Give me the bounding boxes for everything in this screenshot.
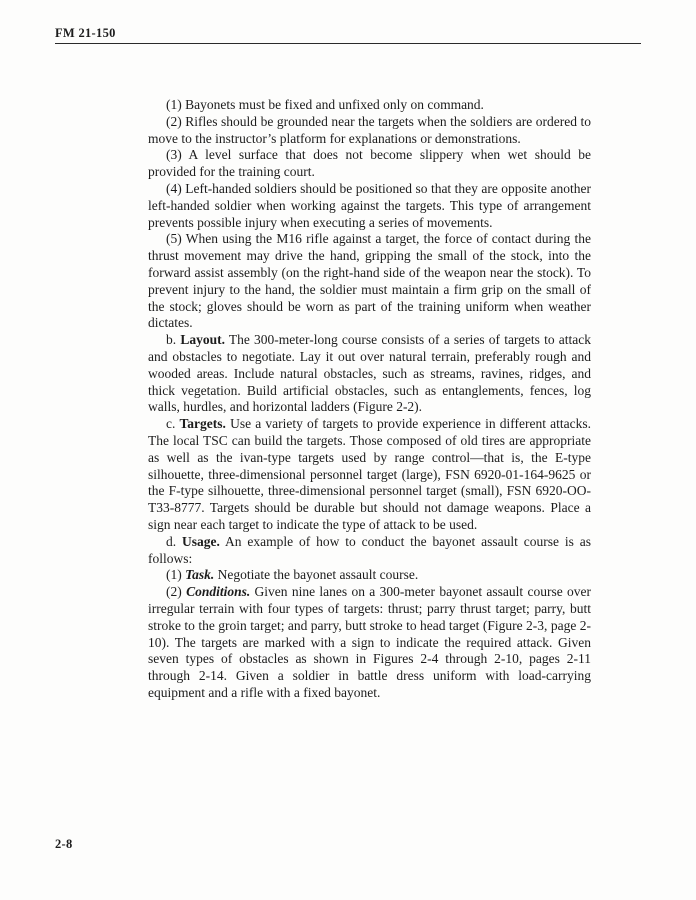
text-segment: The 300-meter-long course consists of a series of targets to attack and obstacles to negotiate. Lay it out over natural terrain, preferably rough and wooded areas. Include natural obstacles, such as streams, ravines, ridges, and thick vegetation. Build artificial obstacles, such as entanglements, fences, log walls, hurdles, and horizontal ladders (Figure 2-2). [148, 332, 592, 415]
text-segment: Given nine lanes on a 300-meter bayonet assault course over irregular terrain with four types of targets: thrust; parry thrust target; parry, butt stroke to the groin target; and parry, butt stroke to head target (Figure 2-3, page 2-10). The targets are marked with a sign to indicate the required attack. Given seven types of obstacles as shown in Figures 2-4 through 2-10, pages 2-11 through 2-14. Given a soldier in battle dress uniform with load-carrying equipment and a rifle with a fixed bayonet. [148, 584, 591, 700]
paragraph [148, 534, 591, 568]
document-id: FM 21-150 [55, 26, 116, 40]
body-text [148, 97, 591, 702]
text-segment: c. [166, 416, 180, 432]
text-segment: (1) [166, 567, 186, 583]
paragraph [148, 231, 591, 332]
text-segment: d. [166, 533, 182, 549]
text-segment: Conditions. [186, 584, 251, 600]
text-segment: (1) Bayonets must be fixed and unfixed only on command. [166, 97, 484, 112]
text-segment: An example of how to conduct the bayonet assault course is as follows: [148, 533, 591, 566]
text-segment: Usage. [182, 533, 220, 549]
text-segment: Use a variety of targets to provide experience in different attacks. The local TSC can build the targets. Those composed of old tires are appropriate as well as the ivan-type targets used by range control—that is, the E-type silhouette, three-dimensional personnel target (large), FSN 6920-01-164-9625 or the F-type silhouette, three-dimensional personnel target (small), FSN 6920-OO-T33-8777. Targets should be durable but should not damage weapons. Place a sign near each target to indicate the type of attack to be used. [148, 416, 592, 532]
paragraph [148, 114, 591, 148]
text-segment: Layout. [180, 332, 225, 348]
text-segment: (3) A level surface that does not become slippery when wet should be provided for the training court. [148, 147, 591, 180]
paragraph [148, 584, 591, 702]
paragraph [148, 97, 591, 114]
paragraph [148, 147, 591, 181]
page-footer [55, 837, 73, 852]
page-header [55, 24, 641, 42]
paragraph [148, 181, 591, 231]
text-segment: (2) [166, 584, 187, 600]
text-segment: Targets. [179, 416, 226, 432]
text-segment: Negotiate the bayonet assault course. [214, 567, 419, 583]
page-number: 2-8 [55, 837, 73, 851]
text-segment: (4) Left-handed soldiers should be positioned so that they are opposite another left-handed soldier when working against the targets. This type of arrangement prevents possible injury when executing a series of movements. [148, 180, 591, 230]
text-segment: Task. [185, 567, 215, 583]
paragraph [148, 416, 591, 534]
paragraph [148, 332, 591, 416]
paragraph [148, 567, 591, 584]
text-segment: (2) Rifles should be grounded near the targets when the soldiers are ordered to move to the instructor’s platform for explanations or demonstrations. [148, 113, 591, 146]
text-segment: b. [166, 332, 181, 348]
header-rule [55, 43, 641, 44]
text-segment: (5) When using the M16 rifle against a target, the force of contact during the thrust movement may drive the hand, gripping the small of the stock, into the forward assist assembly (on the right-hand side of the weapon near the stock). To prevent injury to the hand, the soldier must maintain a firm grip on the small of the stock; gloves should be worn as part of the training uniform when weather dictates. [148, 231, 591, 331]
